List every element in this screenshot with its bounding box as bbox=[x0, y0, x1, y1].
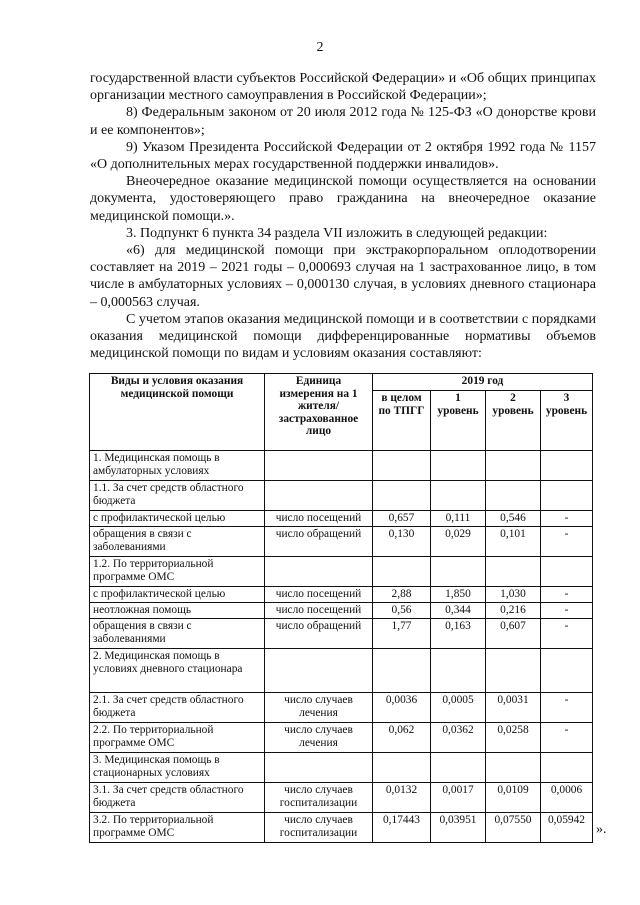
header-unit: Единица измерения на 1 жителя/ застрахованное лицо bbox=[265, 374, 373, 451]
row-level-1: 0,03951 bbox=[431, 813, 486, 843]
row-level-2: 0,07550 bbox=[486, 813, 541, 843]
row-level-3 bbox=[541, 481, 593, 511]
row-level-1 bbox=[431, 753, 486, 783]
row-unit bbox=[265, 451, 373, 481]
row-level-1: 0,163 bbox=[431, 619, 486, 649]
row-level-3: - bbox=[541, 587, 593, 603]
row-total: 2,88 bbox=[373, 587, 431, 603]
row-level-2: 0,607 bbox=[486, 619, 541, 649]
row-level-3: 0,0006 bbox=[541, 783, 593, 813]
row-total: 0,0036 bbox=[373, 693, 431, 723]
row-level-2: 0,216 bbox=[486, 603, 541, 619]
row-name: 1. Медицинская помощь в амбулаторных условиях bbox=[90, 451, 265, 481]
table-row bbox=[90, 753, 593, 783]
document-body bbox=[90, 70, 596, 362]
row-total: 0,17443 bbox=[373, 813, 431, 843]
row-level-1 bbox=[431, 649, 486, 693]
header-level-2: 2 уровень bbox=[486, 391, 541, 451]
row-level-2: 1,030 bbox=[486, 587, 541, 603]
header-type: Виды и условия оказания медицинской помощи bbox=[90, 374, 265, 451]
row-level-2: 0,0109 bbox=[486, 783, 541, 813]
row-level-2: 0,0258 bbox=[486, 723, 541, 753]
row-unit: число обращений bbox=[265, 527, 373, 557]
row-total: 0,0132 bbox=[373, 783, 431, 813]
row-level-2: 0,101 bbox=[486, 527, 541, 557]
paragraph: Внеочередное оказание медицинской помощи осуществляется на основании документа, удостоверяющего право гражданина на внеочередное оказание медицинской помощи.». bbox=[90, 174, 596, 224]
row-name: 3. Медицинская помощь в стационарных условиях bbox=[90, 753, 265, 783]
table-row bbox=[90, 649, 593, 693]
table-row bbox=[90, 511, 593, 527]
row-level-3: - bbox=[541, 723, 593, 753]
header-total: в целом по ТПГГ bbox=[373, 391, 431, 451]
row-unit: число случаев лечения bbox=[265, 723, 373, 753]
row-unit: число случаев госпитализации bbox=[265, 813, 373, 843]
header-level-1: 1 уровень bbox=[431, 391, 486, 451]
row-level-2 bbox=[486, 649, 541, 693]
row-level-2 bbox=[486, 451, 541, 481]
row-level-3: - bbox=[541, 603, 593, 619]
row-level-1 bbox=[431, 451, 486, 481]
row-level-3: - bbox=[541, 527, 593, 557]
table-row bbox=[90, 693, 593, 723]
table-row bbox=[90, 619, 593, 649]
row-name: 3.2. По территориальной программе ОМС bbox=[90, 813, 265, 843]
row-level-1 bbox=[431, 557, 486, 587]
row-level-2 bbox=[486, 481, 541, 511]
row-level-2: 0,0031 bbox=[486, 693, 541, 723]
row-unit bbox=[265, 753, 373, 783]
row-level-3 bbox=[541, 451, 593, 481]
row-total: 0,062 bbox=[373, 723, 431, 753]
row-name: 2.2. По территориальной программе ОМС bbox=[90, 723, 265, 753]
row-total: 0,130 bbox=[373, 527, 431, 557]
row-level-3 bbox=[541, 753, 593, 783]
table-row bbox=[90, 813, 593, 843]
row-unit: число посещений bbox=[265, 603, 373, 619]
paragraph: «6) для медицинской помощи при экстракорпоральном оплодотворении составляет на 2019 – 2021 годы – 0,000693 случая на 1 застрахованное лицо, в том числе в амбулаторных условиях – 0,000130 случая, в условиях дневного стационара – 0,000563 случая. bbox=[90, 243, 596, 310]
table-row bbox=[90, 481, 593, 511]
paragraph: 9) Указом Президента Российской Федерации от 2 октября 1992 года № 1157 «О дополнительных мерах государственной поддержки инвалидов». bbox=[90, 139, 596, 173]
table-row bbox=[90, 451, 593, 481]
row-level-3: 0,05942 bbox=[541, 813, 593, 843]
row-level-1: 0,0362 bbox=[431, 723, 486, 753]
row-name: 2.1. За счет средств областного бюджета bbox=[90, 693, 265, 723]
medical-care-volume-table bbox=[89, 373, 593, 843]
row-level-1: 0,111 bbox=[431, 511, 486, 527]
row-level-1: 1,850 bbox=[431, 587, 486, 603]
table-row bbox=[90, 527, 593, 557]
row-name: с профилактической целью bbox=[90, 511, 265, 527]
row-name: 1.1. За счет средств областного бюджета bbox=[90, 481, 265, 511]
row-level-1: 0,0017 bbox=[431, 783, 486, 813]
row-name: обращения в связи с заболеваниями bbox=[90, 527, 265, 557]
paragraph: государственной власти субъектов Российской Федерации» и «Об общих принципах организации местного самоуправления в Российской Федерации»; bbox=[90, 71, 596, 104]
table-row bbox=[90, 723, 593, 753]
row-level-2 bbox=[486, 557, 541, 587]
row-name: 2. Медицинская помощь в условиях дневного стационара bbox=[90, 649, 265, 693]
table-row bbox=[90, 557, 593, 587]
row-level-3: - bbox=[541, 693, 593, 723]
row-total: 0,657 bbox=[373, 511, 431, 527]
row-total: 1,77 bbox=[373, 619, 431, 649]
row-total bbox=[373, 649, 431, 693]
row-total bbox=[373, 481, 431, 511]
row-level-1: 0,344 bbox=[431, 603, 486, 619]
row-name: с профилактической целью bbox=[90, 587, 265, 603]
row-total: 0,56 bbox=[373, 603, 431, 619]
row-unit bbox=[265, 557, 373, 587]
row-unit: число случаев госпитализации bbox=[265, 783, 373, 813]
row-level-1: 0,029 bbox=[431, 527, 486, 557]
row-level-3: - bbox=[541, 619, 593, 649]
page-number: 2 bbox=[316, 40, 324, 55]
paragraph: 3. Подпункт 6 пункта 34 раздела VII изложить в следующей редакции: bbox=[126, 225, 548, 241]
row-name: неотложная помощь bbox=[90, 603, 265, 619]
row-unit bbox=[265, 481, 373, 511]
row-unit bbox=[265, 649, 373, 693]
table-row bbox=[90, 603, 593, 619]
paragraph: С учетом этапов оказания медицинской помощи и в соответствии с порядками оказания медицинской помощи дифференцированные нормативы объемов медицинской помощи по видам и условиям оказания составляют: bbox=[90, 311, 596, 362]
row-unit: число случаев лечения bbox=[265, 693, 373, 723]
row-level-3 bbox=[541, 557, 593, 587]
row-total bbox=[373, 753, 431, 783]
closing-quote-mark: ». bbox=[596, 822, 607, 837]
row-total bbox=[373, 557, 431, 587]
header-year: 2019 год bbox=[373, 374, 593, 391]
row-total bbox=[373, 451, 431, 481]
row-unit: число обращений bbox=[265, 619, 373, 649]
row-level-2: 0,546 bbox=[486, 511, 541, 527]
row-name: 3.1. За счет средств областного бюджета bbox=[90, 783, 265, 813]
row-level-3: - bbox=[541, 511, 593, 527]
header-level-3: 3 уровень bbox=[541, 391, 593, 451]
row-name: обращения в связи с заболеваниями bbox=[90, 619, 265, 649]
row-level-1: 0,0005 bbox=[431, 693, 486, 723]
table-row bbox=[90, 783, 593, 813]
row-level-3 bbox=[541, 649, 593, 693]
row-level-1 bbox=[431, 481, 486, 511]
row-name: 1.2. По территориальной программе ОМС bbox=[90, 557, 265, 587]
row-level-2 bbox=[486, 753, 541, 783]
row-unit: число посещений bbox=[265, 511, 373, 527]
table-row bbox=[90, 587, 593, 603]
paragraph: 8) Федеральным законом от 20 июля 2012 года № 125-ФЗ «О донорстве крови и ее компонентов»; bbox=[90, 105, 596, 138]
row-unit: число посещений bbox=[265, 587, 373, 603]
